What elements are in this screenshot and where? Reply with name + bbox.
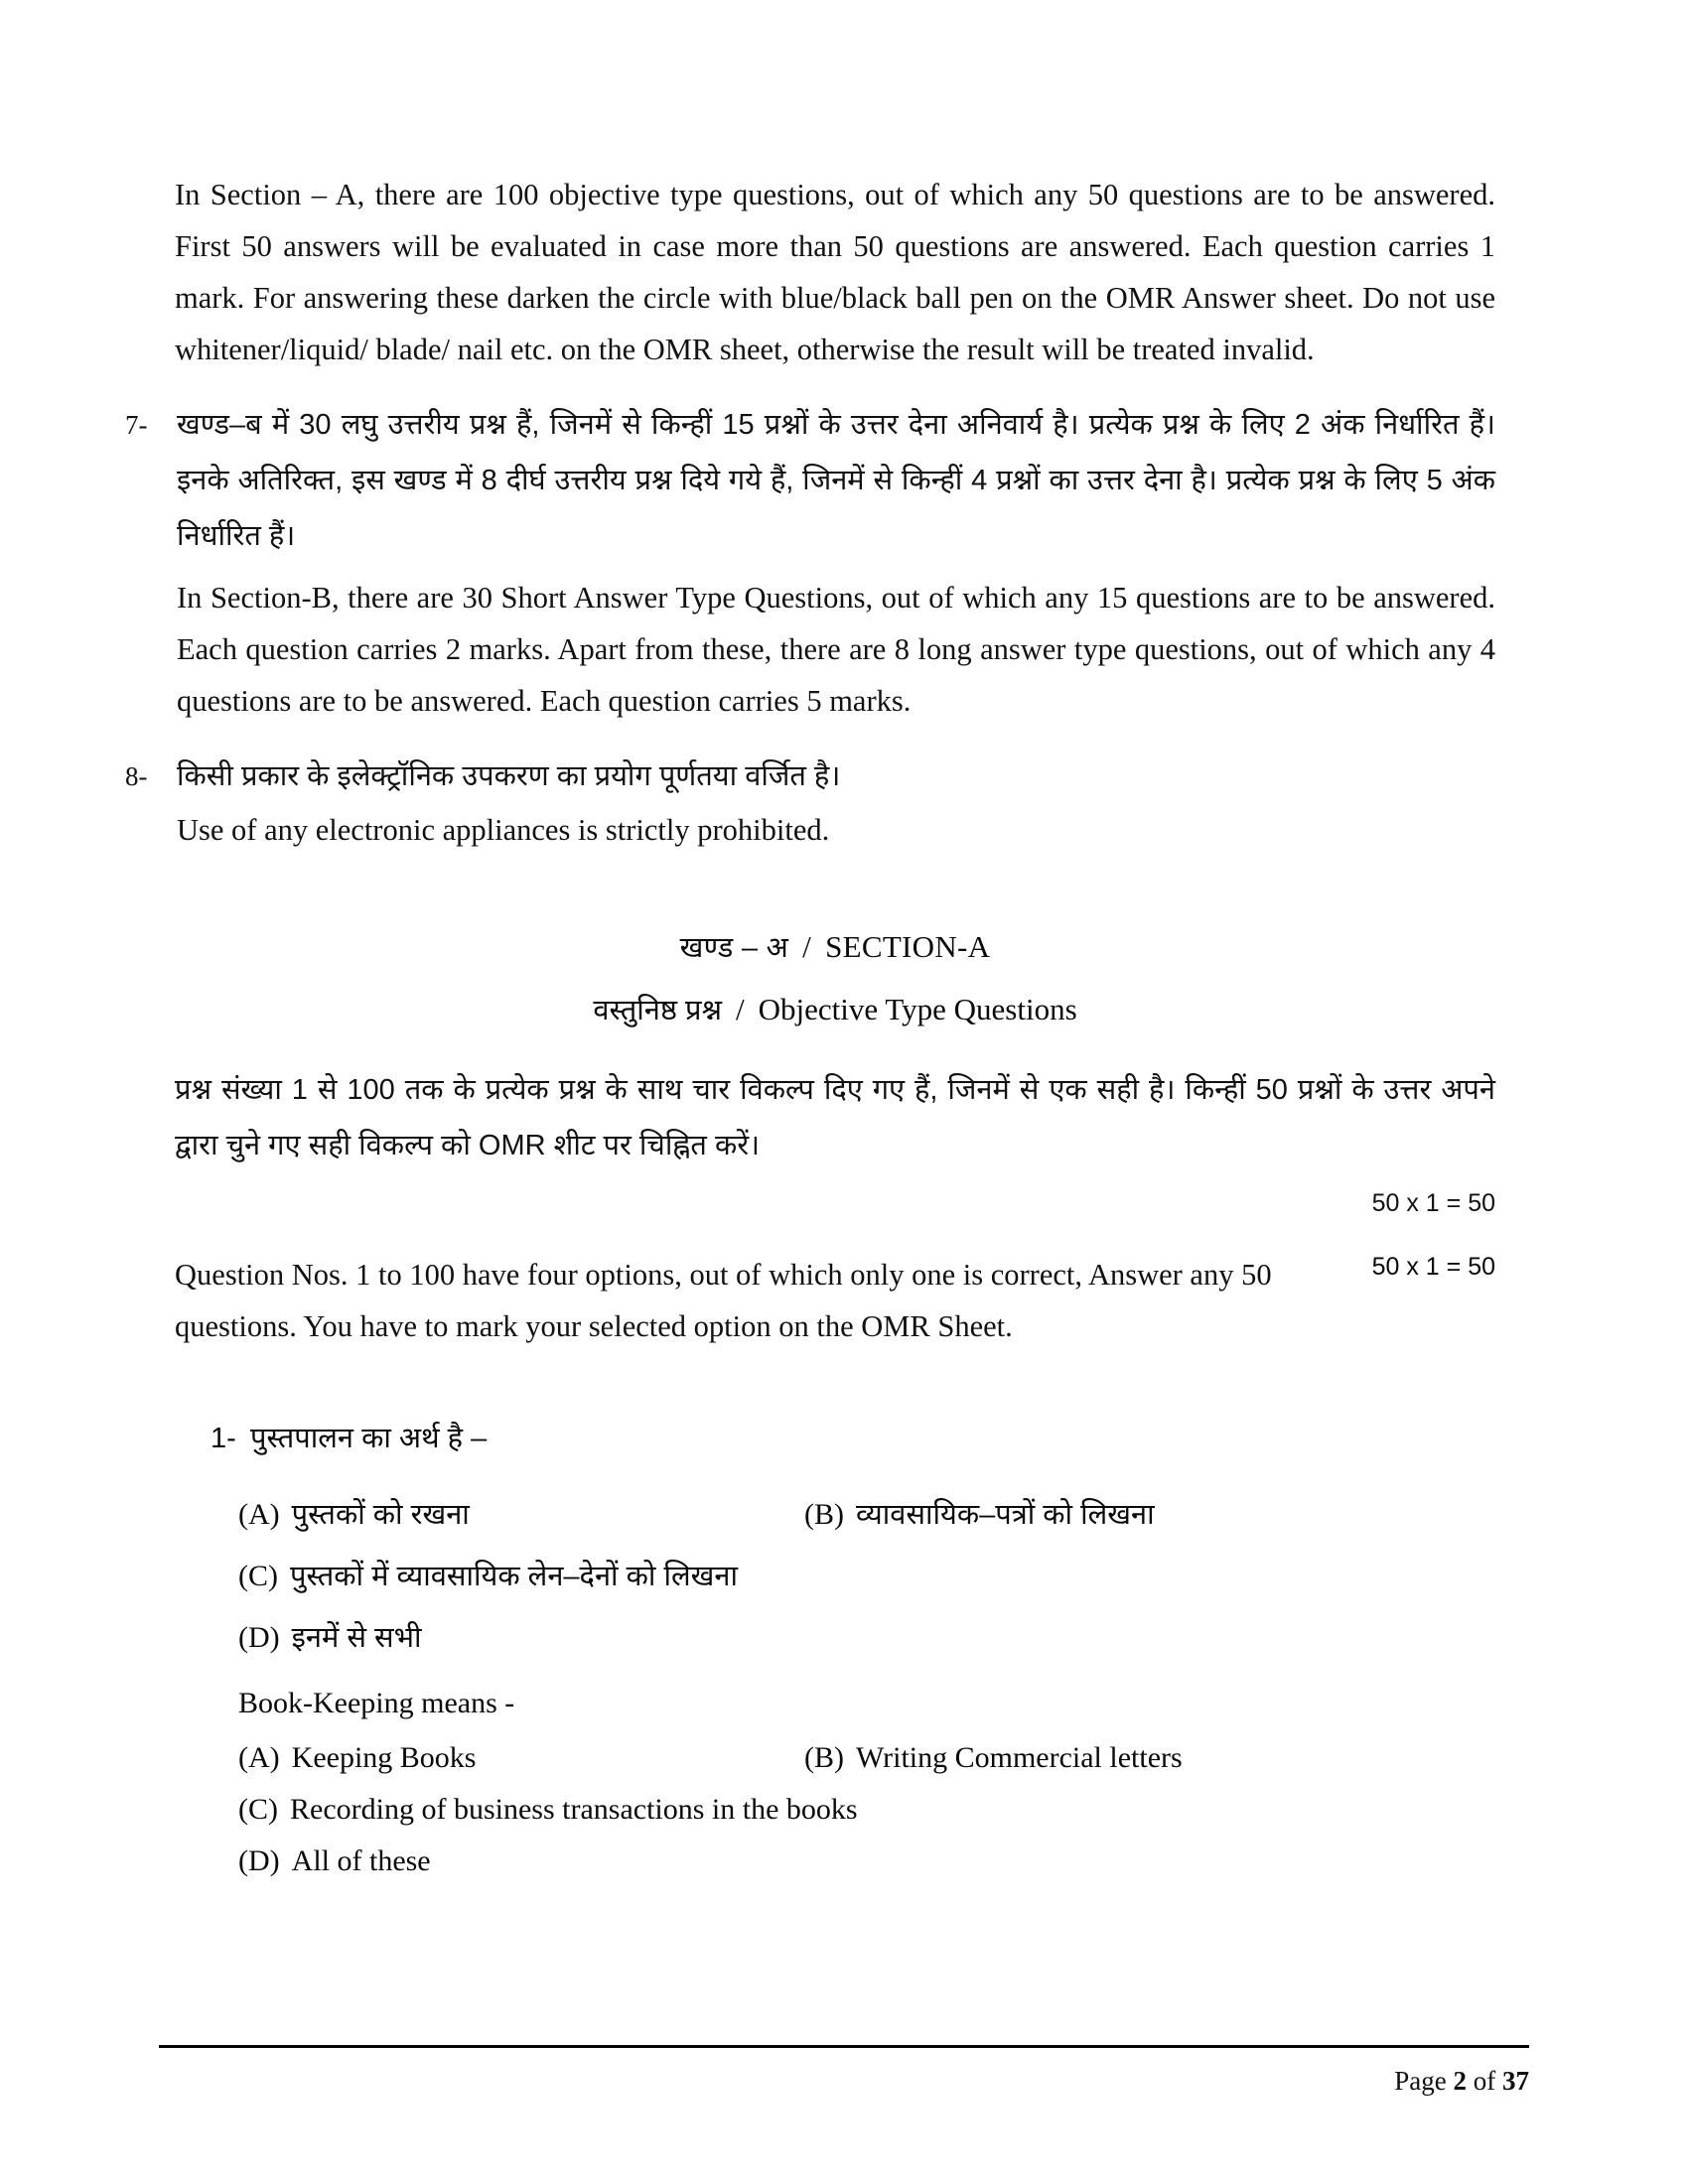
section-directions-english-wrap xyxy=(175,1249,1495,1352)
question-1-stem-english: Book-Keeping means - xyxy=(238,1687,515,1719)
option-hindi-a-label: (A) xyxy=(238,1498,280,1531)
instruction-7-english: In Section-B, there are 30 Short Answer Type Questions, out of which any 15 questions are to be answered. Each question carries 2 marks. Apart from these, there are 8 long answer type questions, out of which any 4 questions are to be answered. Each question carries 5 marks. xyxy=(177,581,1495,718)
footer-page-middle: of xyxy=(1473,2066,1496,2096)
option-english-c-label: (C) xyxy=(238,1793,278,1826)
page-footer xyxy=(1394,2066,1529,2097)
section-subheading-english: Objective Type Questions xyxy=(758,992,1077,1026)
option-english-b-text: Writing Commercial letters xyxy=(856,1741,1183,1774)
option-hindi-b-label: (B) xyxy=(804,1498,844,1531)
option-hindi-d[interactable] xyxy=(238,1612,1495,1664)
option-hindi-b-text: व्यावसायिक–पत्रों को लिखना xyxy=(856,1499,1155,1531)
option-english-c[interactable] xyxy=(238,1785,1495,1835)
option-english-b-label: (B) xyxy=(804,1741,844,1774)
question-1-stem-hindi: पुस्तपालन का अर्थ है – xyxy=(250,1423,488,1454)
option-hindi-b[interactable] xyxy=(804,1489,1495,1541)
footer-divider xyxy=(159,2045,1529,2048)
option-english-d-text: All of these xyxy=(291,1844,431,1877)
option-english-a[interactable] xyxy=(238,1733,804,1783)
question-1-options-hindi-row-3 xyxy=(211,1612,1495,1664)
footer-page-prefix: Page xyxy=(1394,2066,1447,2096)
question-1-options-hindi-row-1 xyxy=(211,1489,1495,1541)
section-marks-english: 50 x 1 = 50 xyxy=(1371,1253,1495,1281)
section-heading-english: SECTION-A xyxy=(825,929,991,964)
question-1-options-english-row-1 xyxy=(211,1733,1495,1783)
section-heading-separator: / xyxy=(802,929,812,964)
page-content xyxy=(125,169,1495,1886)
question-1-options-english-row-2 xyxy=(211,1785,1495,1835)
section-heading xyxy=(175,919,1495,976)
question-1 xyxy=(175,1412,1495,1886)
section-subheading-hindi: वस्तुनिष्ठ प्रश्न xyxy=(593,995,723,1026)
instruction-item-8 xyxy=(125,749,1495,856)
section-heading-hindi: खण्ड – अ xyxy=(679,932,789,964)
instruction-body-7 xyxy=(177,397,1495,727)
option-hindi-a-text: पुस्तकों को रखना xyxy=(291,1499,470,1531)
instruction-8-english: Use of any electronic appliances is strictly prohibited. xyxy=(177,813,830,847)
option-hindi-c-text: पुस्तकों में व्यावसायिक लेन–देनों को लिखना xyxy=(290,1561,738,1592)
instruction-number-8: 8- xyxy=(125,761,148,791)
section-subheading xyxy=(175,982,1495,1038)
question-1-options-english-row-3 xyxy=(211,1837,1495,1886)
option-hindi-d-text: इनमें से सभी xyxy=(291,1622,422,1654)
option-hindi-a[interactable] xyxy=(238,1489,804,1541)
question-1-options-hindi-row-2 xyxy=(211,1551,1495,1602)
section-directions-english: Question Nos. 1 to 100 have four options, out of which only one is correct, Answer any 50 questions. You have to mark your selected option on the OMR Sheet. xyxy=(175,1258,1272,1343)
section-marks-hindi: 50 x 1 = 50 xyxy=(1371,1189,1495,1217)
question-1-number: 1- xyxy=(211,1423,236,1454)
option-hindi-c[interactable] xyxy=(238,1551,1495,1602)
question-1-stem-hindi-row xyxy=(211,1412,1495,1465)
section-subheading-separator: / xyxy=(736,992,745,1026)
option-english-a-label: (A) xyxy=(238,1741,280,1774)
option-english-b[interactable] xyxy=(804,1733,1495,1783)
section-directions-hindi: प्रश्न संख्या 1 से 100 तक के प्रत्येक प्रश्न के साथ चार विकल्प दिए गए हैं, जिनमें से एक सही है। किन्हीं 50 प्रश्नों के उत्तर अपने द्वारा चुने गए सही विकल्प को OMR शीट पर चिह्नित करें। xyxy=(175,1074,1495,1161)
option-english-a-text: Keeping Books xyxy=(291,1741,477,1774)
option-english-c-text: Recording of business transactions in the books xyxy=(290,1793,858,1826)
section-a-instruction-english: In Section – A, there are 100 objective type questions, out of which any 50 questions are to be answered. First 50 answers will be evaluated in case more than 50 questions are answered. Each question carries 1 mark. For answering these darken the circle with blue/black ball pen on the OMR Answer sheet. Do not use whitener/liquid/ blade/ nail etc. on the OMR sheet, otherwise the result will be treated invalid. xyxy=(175,178,1495,366)
option-hindi-d-label: (D) xyxy=(238,1621,280,1654)
footer-total-pages: 37 xyxy=(1502,2066,1529,2096)
option-english-d-label: (D) xyxy=(238,1844,280,1877)
instruction-body-8 xyxy=(177,749,1495,856)
instruction-7-hindi: खण्ड–ब में 30 लघु उत्तरीय प्रश्न हैं, जिनमें से किन्हीं 15 प्रश्नों के उत्तर देना अनिवार्य है। प्रत्येक प्रश्न के लिए 2 अंक निर्धारित हैं। इनके अतिरिक्त, इस खण्ड में 8 दीर्घ उत्तरीय प्रश्न दिये गये हैं, जिनमें से किन्हीं 4 प्रश्नों का उत्तर देना है। प्रत्येक प्रश्न के लिए 5 अंक निर्धारित हैं। xyxy=(177,409,1495,552)
instruction-8-hindi: किसी प्रकार के इलेक्ट्रॉनिक उपकरण का प्रयोग पूर्णतया वर्जित है। xyxy=(177,760,841,792)
option-hindi-c-label: (C) xyxy=(238,1560,278,1592)
footer-page-number: 2 xyxy=(1453,2066,1467,2096)
instruction-number-7: 7- xyxy=(125,410,148,440)
instruction-item-7 xyxy=(125,397,1495,727)
option-english-d[interactable] xyxy=(238,1837,1495,1886)
